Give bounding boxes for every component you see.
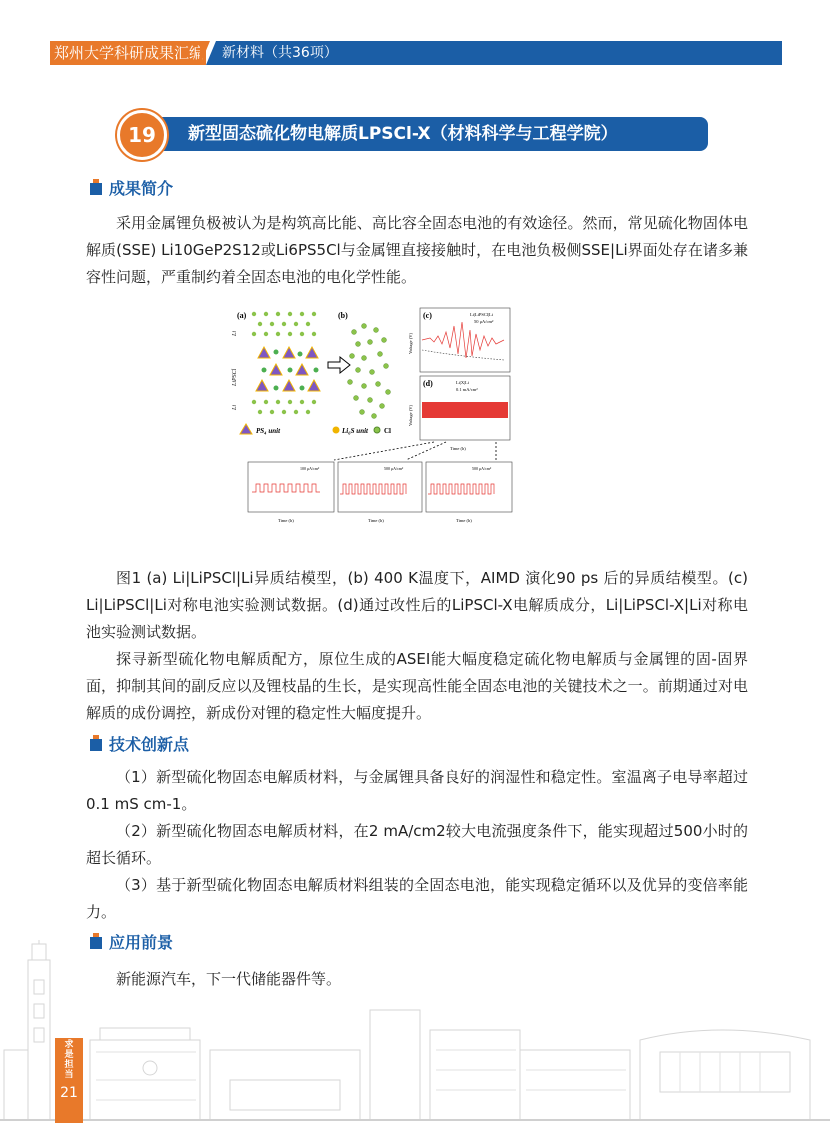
panel-d-cycling-band <box>422 402 508 418</box>
innovation-item-3: （3）基于新型硫化物固态电解质材料组装的全固态电池，能实现稳定循环以及优异的变倍率能力。 <box>86 876 748 921</box>
legend-ps4-icon <box>240 424 252 434</box>
legend-li6s: Li₆S unit <box>342 427 368 435</box>
panel-a-label: (a) <box>237 311 247 320</box>
research-paragraph: 探寻新型硫化物电解质配方，原位生成的ASEI能大幅度稳定硫化物电解质与金属锂的固-固界面，抑制其间的副反应以及锂枝晶的生长，是实现高性能全固态电池的关键技术之一。前期通过对电解质的成份调控，新成份对锂的稳定性大幅度提升。 <box>86 650 748 722</box>
page-tab-motto: 求是担当 <box>64 1040 74 1080</box>
legend-li6s-icon <box>333 427 340 434</box>
panel-d-current: 0.1 mA/cm² <box>456 387 478 392</box>
application-text: 新能源汽车，下一代储能器件等。 <box>116 970 342 988</box>
section-heading-innovation: 技术创新点 <box>90 734 189 756</box>
panel-d-ylabel: Voltage (V) <box>408 404 413 426</box>
section-marker-icon <box>90 183 102 195</box>
section-heading-application: 应用前景 <box>90 932 173 954</box>
panel-c-current: 50 μA/cm² <box>474 319 494 324</box>
panel-d-xlabel: Time (h) <box>450 446 466 451</box>
innovation-item-2: （2）新型硫化物固态电解质材料，在2 mA/cm2较大电流强度条件下，能实现超过500小时的超长循环。 <box>86 822 748 867</box>
svg-text:100 μA/cm²: 100 μA/cm² <box>300 466 320 471</box>
summary-paragraph: 采用金属锂负极被认为是构筑高比能、高比容全固态电池的有效途径。然而，常见硫化物固体电解质(SSE) Li10GeP2S12或Li6PS5Cl与金属锂直接接触时，在电池负极侧SSE|Li界面处存在诸多兼容性问题，严重制约着全固态电池的电化学性能。 <box>86 214 748 286</box>
atom-model-a <box>252 312 316 414</box>
legend-cl: Cl <box>384 427 391 435</box>
inset-2 <box>338 462 422 523</box>
svg-text:Time (h): Time (h) <box>278 518 294 523</box>
atom-model-b <box>348 324 391 419</box>
side-label-li-top: Li <box>232 330 238 336</box>
panel-d-label: (d) <box>423 379 433 388</box>
side-label-li-bottom: Li <box>232 404 238 410</box>
panel-b-label: (b) <box>338 311 348 320</box>
inset-1 <box>248 462 334 523</box>
figure-1 <box>234 302 516 528</box>
inset-3 <box>426 462 512 523</box>
innovation-item-1: （1）新型硫化物固态电解质材料，与金属锂具备良好的润湿性和稳定性。室温离子电导率超过0.1 mS cm-1。 <box>86 768 748 813</box>
svg-text:500 μA/cm²: 500 μA/cm² <box>384 466 404 471</box>
footer-campus-skyline <box>0 940 830 1123</box>
entry-number-badge: 19 <box>117 110 167 160</box>
svg-text:Time (h): Time (h) <box>368 518 384 523</box>
panel-d-cell: Li|X|Li <box>456 380 470 385</box>
legend-cl-icon <box>374 427 380 433</box>
svg-text:Time (h): Time (h) <box>456 518 472 523</box>
legend-ps4: PS₄ unit <box>256 427 281 435</box>
panel-c-curve <box>422 322 504 358</box>
side-label-lipscl: LiPSCl <box>232 368 238 386</box>
header-collection-title: 郑州大学科研成果汇编 <box>50 41 206 65</box>
panel-c-label: (c) <box>423 311 432 320</box>
header-category: 新材料（共36项） <box>216 41 782 65</box>
entry-title: 新型固态硫化物电解质LPSCl-X（材料科学与工程学院） <box>188 124 618 144</box>
section-heading-summary: 成果简介 <box>90 178 173 200</box>
page-number: 21 <box>60 1085 78 1101</box>
figure-caption: 图1 (a) Li|LiPSCl|Li异质结模型，(b) 400 K温度下，AIMD 演化90 ps 后的异质结模型。(c) Li|LiPSCl|Li对称电池实验测试数据。(d)通过改性后的LiPSCl-X电解质成分，Li|LiPSCl-X|Li对称电池实验测试数据。 <box>86 569 748 641</box>
header-divider-blue <box>206 41 216 65</box>
section-marker-icon <box>90 739 102 751</box>
panel-c-cell: Li|LiPSCl|Li <box>470 312 494 317</box>
transform-arrow-icon <box>328 357 350 373</box>
panel-c-ylabel: Voltage (V) <box>408 332 413 354</box>
svg-text:500 μA/cm²: 500 μA/cm² <box>472 466 492 471</box>
